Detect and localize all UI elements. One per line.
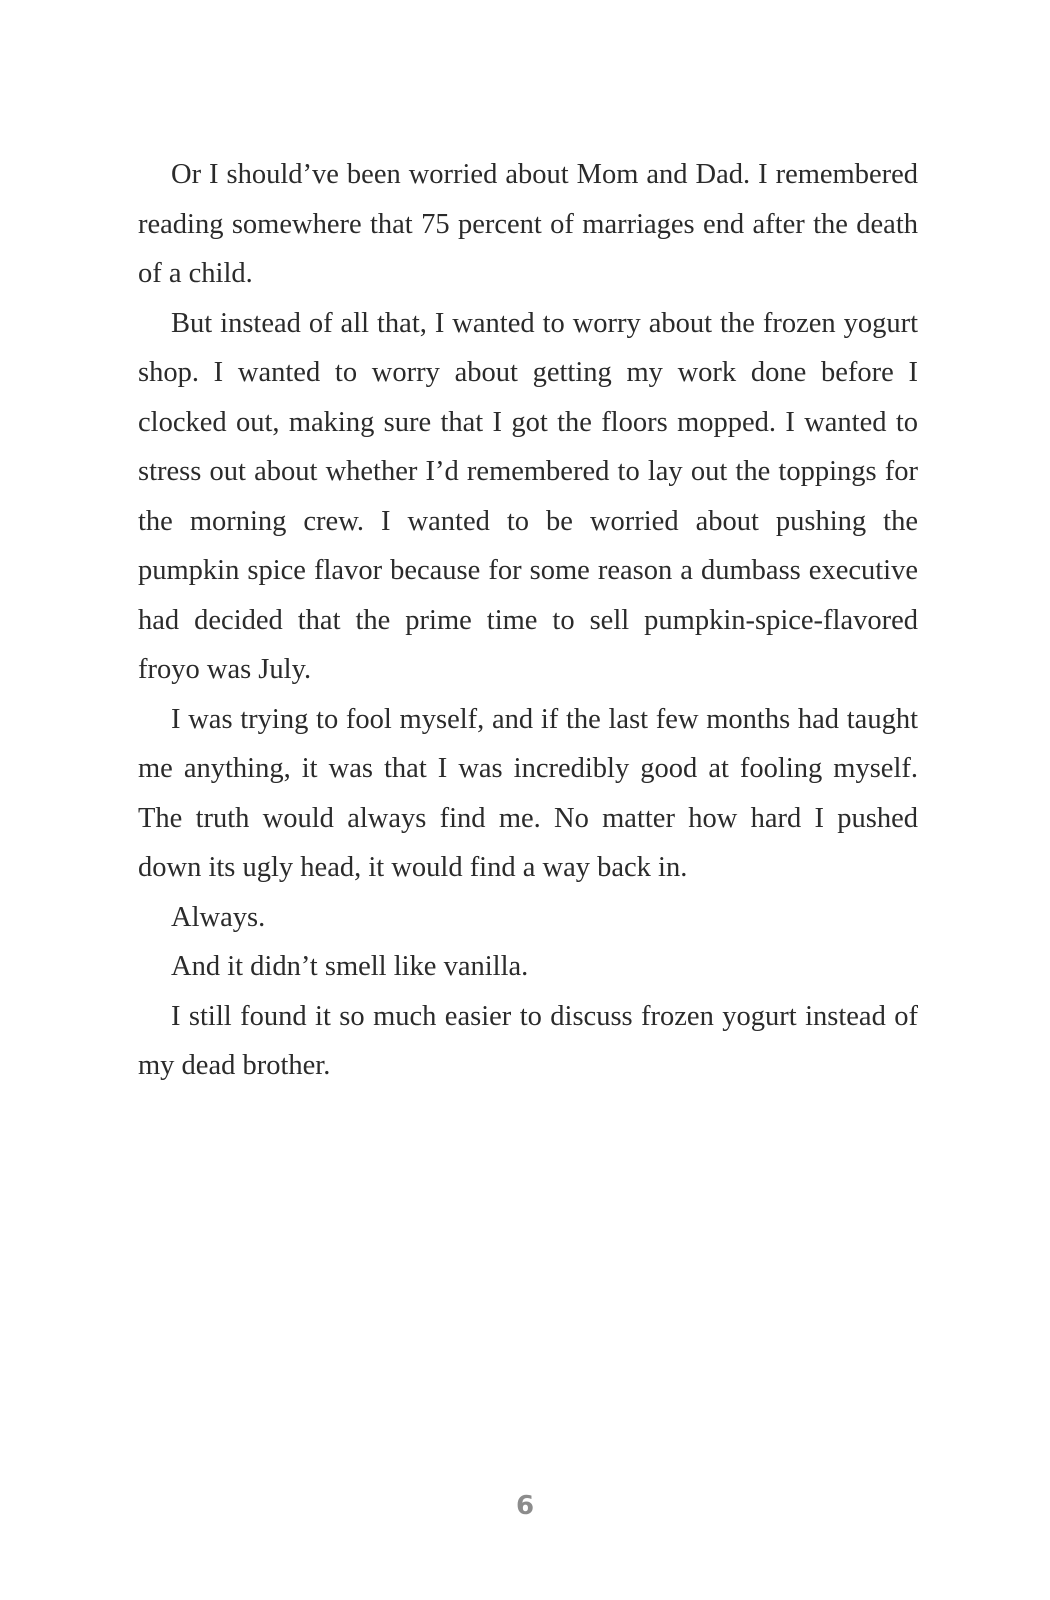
paragraph-5: And it didn’t smell like vanilla. (171, 951, 529, 982)
paragraph-4: Always. (171, 901, 266, 933)
paragraph-1: Or I should’ve been worried about Mom and Dad. I remembered reading somewhere that 75 percent of marriages end after the death of a child. (138, 159, 918, 289)
body-text (138, 150, 918, 1091)
page-number: 6 (515, 1491, 535, 1521)
paragraph-3: I was trying to fool myself, and if the last few months had taught me anything, it was that I was incredibly good at fooling myself. The truth would always find me. No matter how hard I pushed down its ugly head, it would find a way back in. (138, 703, 918, 883)
paragraph-6: I still found it so much easier to discuss frozen yogurt instead of my dead brother. (138, 1000, 918, 1081)
paragraph-2: But instead of all that, I wanted to worry about the frozen yogurt shop. I wanted to worry about getting my work done before I clocked out, making sure that I got the floors mopped. I wanted to stress out about whether I’d remembered to lay out the toppings for the morning crew. I wanted to be worried about pushing the pumpkin spice flavor because for some reason a dumbass executive had decided that the prime time to sell pumpkin-spice-flavored froyo was July. (138, 307, 918, 685)
